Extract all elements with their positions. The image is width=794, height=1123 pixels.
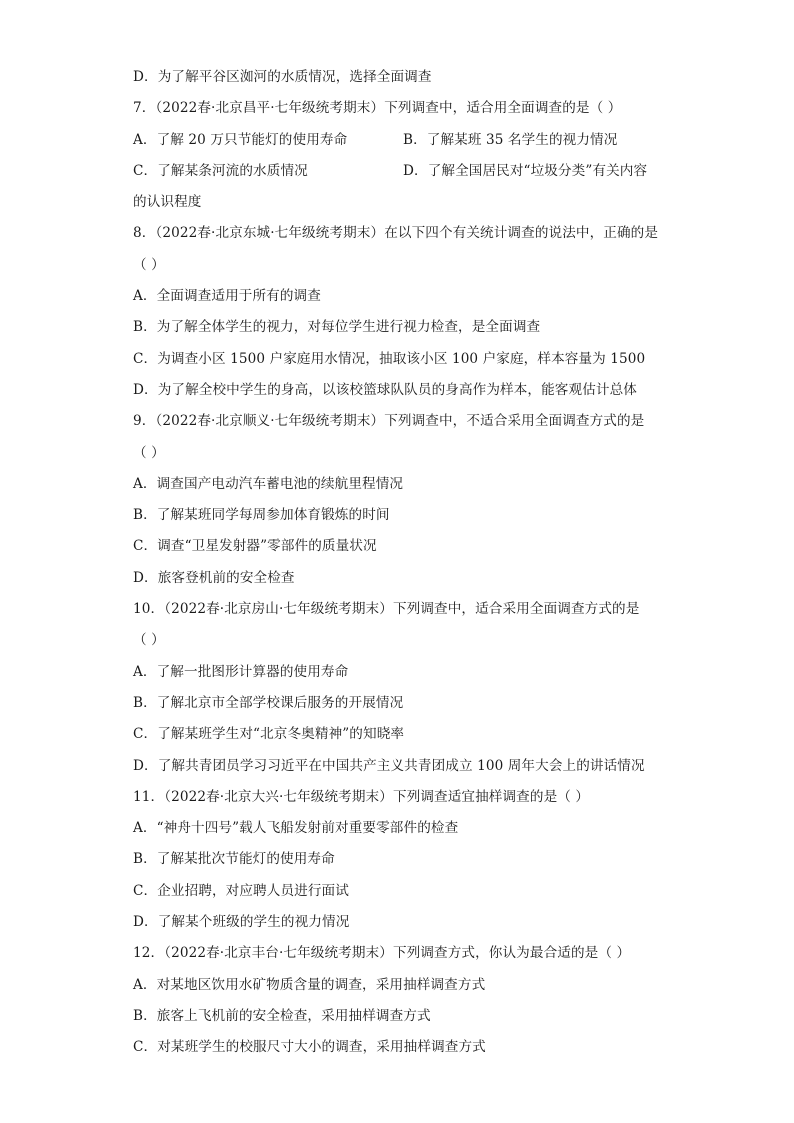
text-line: 11．（2022春·北京大兴·七年级统考期末）下列调查适宜抽样调查的是（ ） <box>133 788 590 805</box>
text-line: D．旅客登机前的安全检查 <box>133 569 295 586</box>
text-line: 9．（2022春·北京顺义·七年级统考期末）下列调查中，不适合采用全面调查方式的是 <box>133 413 645 430</box>
text-line: A．全面调查适用于所有的调查 <box>133 288 321 305</box>
text-line: A．对某地区饮用水矿物质含量的调查，采用抽样调查方式 <box>133 976 486 993</box>
text-line: 12．（2022春·北京丰台·七年级统考期末）下列调查方式，你认为最合适的是（ ） <box>133 945 631 962</box>
text-line: D．了解某个班级的学生的视力情况 <box>133 914 350 931</box>
question-list <box>133 62 673 1064</box>
text-line: D．为了解全校中学生的身高，以该校篮球队队员的身高作为样本，能客观估计总体 <box>133 381 637 398</box>
option-column: A．了解 20 万只节能灯的使用寿命 <box>133 131 348 148</box>
text-line: 10．（2022春·北京房山·七年级统考期末）下列调查中，适合采用全面调查方式的是 <box>133 601 640 618</box>
text-line: C．调查“卫星发射器”零部件的质量状况 <box>133 538 377 555</box>
text-line: D．了解共青团员学习习近平在中国共产主义共青团成立 100 周年大会上的讲话情况 <box>133 757 645 774</box>
text-line: D．为了解平谷区洳河的水质情况，选择全面调查 <box>133 69 432 85</box>
text-line: C．为调查小区 1500 户家庭用水情况，抽取该小区 100 户家庭，样本容量为 1500 <box>133 350 646 367</box>
text-line: C．了解某班学生对“北京冬奥精神”的知晓率 <box>133 726 405 743</box>
text-line: A．了解一批图形计算器的使用寿命 <box>133 663 349 680</box>
text-line: A．调查国产电动汽车蓄电池的续航里程情况 <box>133 475 404 492</box>
text-line: 的认识程度 <box>133 194 202 211</box>
option-column: D．了解全国居民对“垃圾分类”有关内容 <box>403 162 648 179</box>
text-line: A．“神舟十四号”载人飞船发射前对重要零部件的检查 <box>133 820 459 837</box>
text-line <box>133 156 673 187</box>
text-line: B．为了解全体学生的视力，对每位学生进行视力检查，是全面调查 <box>133 319 541 336</box>
text-line: 8．（2022春·北京东城·七年级统考期末）在以下四个有关统计调查的说法中，正确的是 <box>133 225 659 242</box>
text-line: C．企业招聘，对应聘人员进行面试 <box>133 882 349 899</box>
text-line: B．了解某批次节能灯的使用寿命 <box>133 851 335 868</box>
option-column: C．了解某条河流的水质情况 <box>133 162 308 179</box>
text-line <box>133 125 673 156</box>
text-line: （ ） <box>133 632 165 649</box>
text-line: （ ） <box>133 256 165 273</box>
text-line: B．旅客上飞机前的安全检查，采用抽样调查方式 <box>133 1007 431 1024</box>
text-line: 7．（2022春·北京昌平·七年级统考期末）下列调查中，适合用全面调查的是（ ） <box>133 100 622 117</box>
text-line: B．了解某班同学每周参加体育锻炼的时间 <box>133 507 390 524</box>
option-column: B．了解某班 35 名学生的视力情况 <box>403 131 618 148</box>
text-line: （ ） <box>133 444 165 461</box>
text-line: B．了解北京市全部学校课后服务的开展情况 <box>133 694 404 711</box>
text-line: C．对某班学生的校服尺寸大小的调查，采用抽样调查方式 <box>133 1039 486 1056</box>
